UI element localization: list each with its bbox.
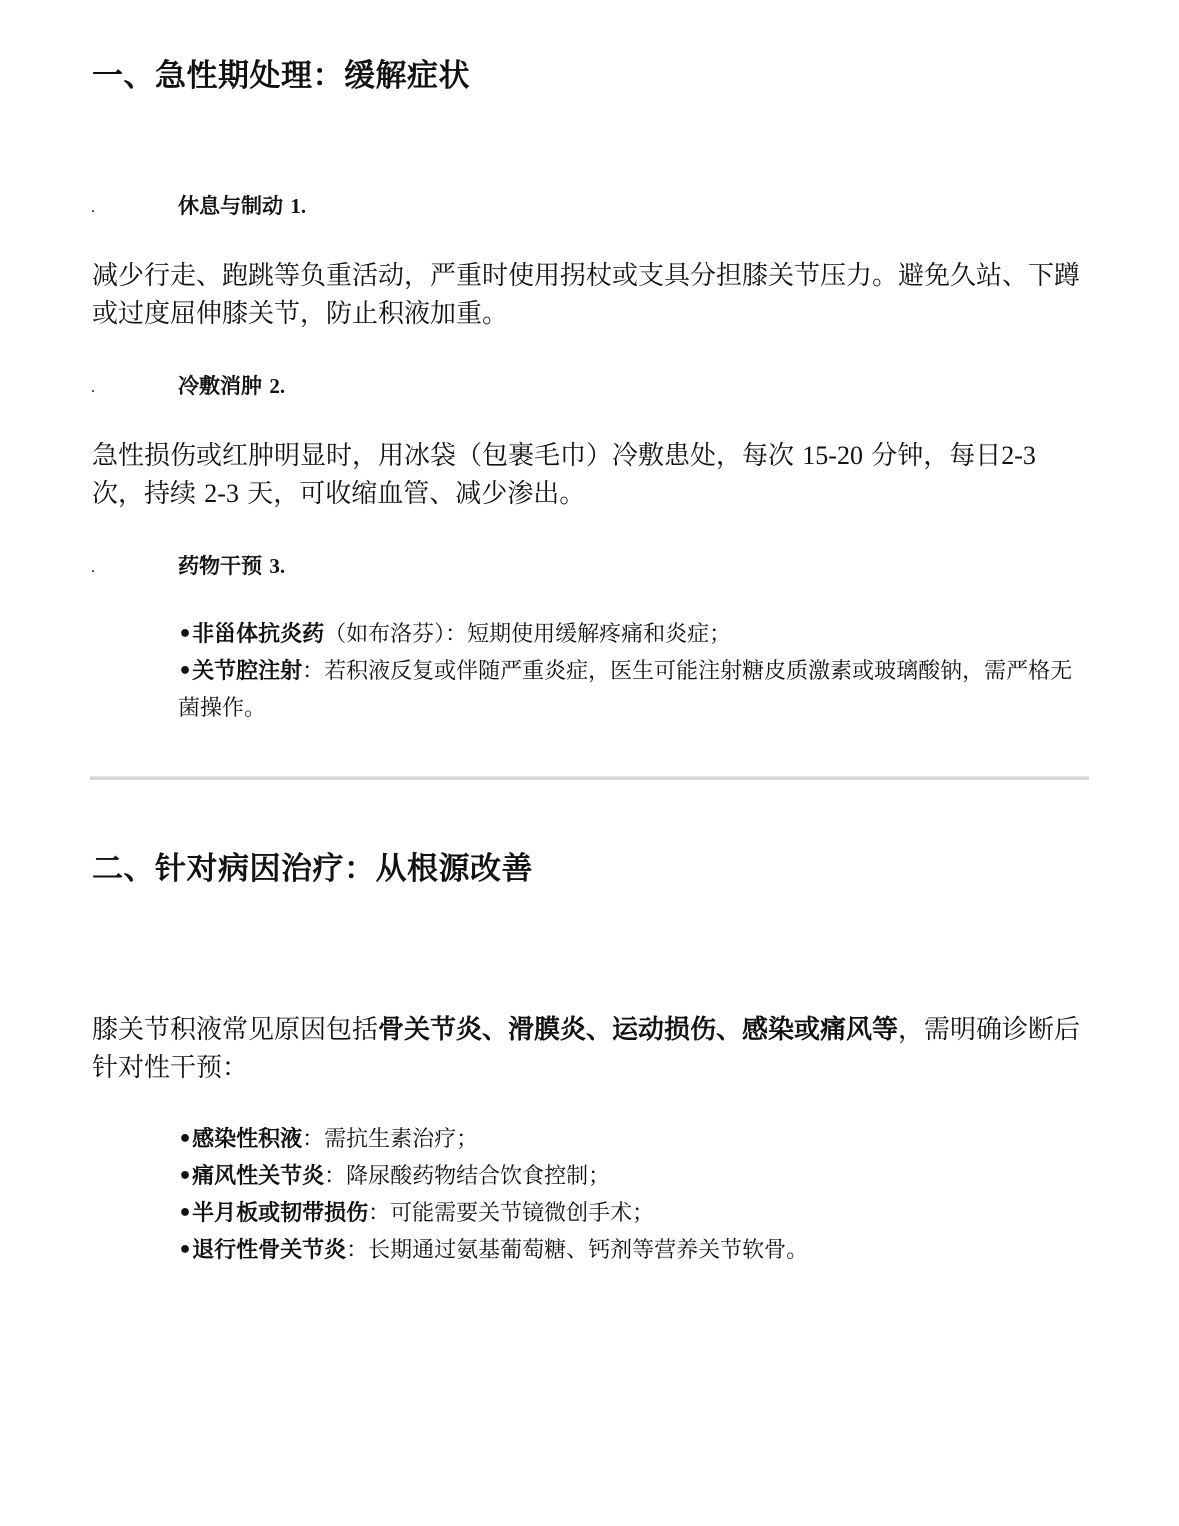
bullet-bold-term: 痛风性关节炎 — [192, 1164, 325, 1189]
subheading-text: 休息与制动 — [178, 194, 283, 218]
bullet-text: （如布洛芬）：短期使用缓解疼痛和炎症； — [324, 622, 732, 647]
bullet-icon: • — [178, 1127, 193, 1152]
paragraph-text: 次，持续 — [92, 479, 197, 509]
paragraph-text: 膝关节积液常见原因包括 — [92, 1015, 379, 1045]
bullet-icon: • — [178, 659, 193, 684]
bullet-list-drugs — [178, 616, 1094, 727]
section-heading-acute: 一、急性期处理：缓解症状 — [92, 58, 470, 94]
section-divider — [90, 776, 1089, 780]
subheading-drugs — [178, 551, 285, 581]
paragraph-number: 15-20 — [802, 441, 863, 470]
list-item — [178, 1158, 1094, 1195]
bullet-icon: • — [178, 1201, 193, 1226]
subheading-number: 2. — [269, 374, 286, 398]
subheading-number: 3. — [269, 554, 286, 578]
bullet-text: ：若积液反复或伴随严重炎症，医生可能注射糖皮质激素或玻璃酸钠，需严格无菌操作。 — [178, 659, 1073, 721]
list-item — [178, 616, 1094, 653]
section-heading-cause: 二、针对病因治疗：从根源改善 — [92, 851, 533, 887]
list-item — [178, 1232, 1094, 1269]
paragraph-causes — [92, 1011, 1092, 1087]
bullet-bold-term: 退行性骨关节炎 — [192, 1238, 347, 1263]
list-marker-dot: . — [91, 199, 95, 216]
list-item — [178, 1121, 1094, 1158]
subheading-number: 1. — [290, 194, 307, 218]
paragraph-text: 分钟，每日 — [871, 441, 1002, 471]
bullet-text: ：降尿酸药物结合饮食控制； — [324, 1164, 611, 1189]
bullet-icon: • — [178, 622, 193, 647]
list-marker-dot: . — [91, 559, 95, 576]
subheading-rest — [178, 191, 306, 221]
list-item — [178, 1195, 1094, 1232]
paragraph-text: 急性损伤或红肿明显时，用冰袋（包裹毛巾）冷敷患处，每次 — [92, 441, 795, 471]
bullet-icon: • — [178, 1238, 193, 1263]
bullet-bold-term: 半月板或韧带损伤 — [192, 1201, 369, 1226]
list-marker-dot: . — [91, 379, 95, 396]
subheading-text: 药物干预 — [178, 554, 262, 578]
bullet-icon: • — [178, 1164, 193, 1189]
paragraph-number: 2-3 — [204, 479, 239, 508]
bullet-bold-term: 非甾体抗炎药 — [192, 622, 325, 647]
paragraph-text: 天，可收缩血管、减少渗出。 — [247, 479, 586, 509]
bullet-bold-term: 关节腔注射 — [192, 659, 303, 684]
list-item — [178, 653, 1094, 727]
paragraph-cold — [92, 437, 1092, 513]
paragraph-bold-causes: 骨关节炎、滑膜炎、运动损伤、感染或痛风等 — [378, 1015, 899, 1045]
paragraph-number: 2-3 — [1001, 441, 1036, 470]
bullet-bold-term: 感染性积液 — [192, 1127, 303, 1152]
paragraph-rest: 减少行走、跑跳等负重活动，严重时使用拐杖或支具分担膝关节压力。避免久站、下蹲或过度屈伸膝关节，防止积液加重。 — [92, 261, 1081, 329]
bullet-text: ：长期通过氨基葡萄糖、钙剂等营养关节软骨。 — [346, 1238, 809, 1263]
bullet-text: ：需抗生素治疗； — [302, 1127, 479, 1152]
bullet-text: ：可能需要关节镜微创手术； — [368, 1201, 655, 1226]
paragraph-text: ，需明确诊断后针对性干预： — [92, 1015, 1081, 1083]
subheading-cold — [178, 371, 285, 401]
subheading-text: 冷敷消肿 — [178, 374, 262, 398]
bullet-list-causes — [178, 1121, 1094, 1269]
